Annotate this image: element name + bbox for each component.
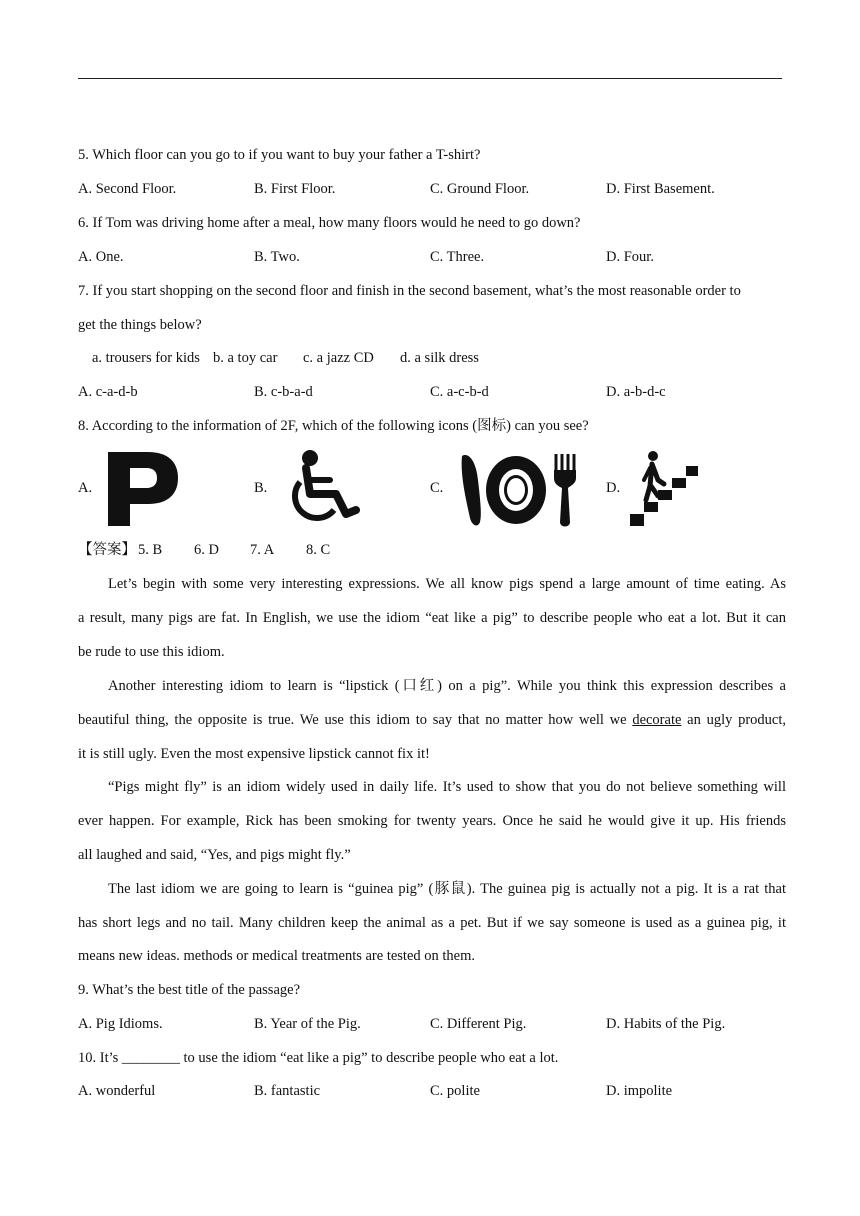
question-7-line-1: 7. If you start shopping on the second floor and finish in the second basement, what’s the most reasonable order to — [78, 283, 741, 299]
question-5: 5. Which floor can you go to if you want to buy your father a T-shirt? — [78, 147, 481, 163]
option-b: B. Two. — [254, 249, 300, 265]
item-d: d. a silk dress — [400, 350, 479, 366]
question-10-options — [78, 1081, 786, 1101]
parking-icon — [104, 450, 180, 528]
option-d-label: D. — [606, 480, 621, 496]
question-6: 6. If Tom was driving home after a meal, how many floors would he need to go down? — [78, 215, 581, 231]
question-5-options — [78, 179, 786, 199]
option-a: A. wonderful — [78, 1083, 156, 1099]
text-segment: beautiful thing, the opposite is true. We use this idiom to say that no matter how well we — [78, 712, 633, 728]
option-a: A. Second Floor. — [78, 181, 177, 197]
question-7-items — [78, 348, 786, 368]
option-b: B. c-b-a-d — [254, 384, 313, 400]
passage-p1-line-1: Let’s begin with some very interesting expressions. We all know pigs spend a large amount of time eating. As — [108, 576, 786, 592]
answer-5: 5. B — [138, 542, 163, 558]
question-9: 9. What’s the best title of the passage? — [78, 982, 301, 998]
option-a: A. Pig Idioms. — [78, 1016, 163, 1032]
option-c: C. Three. — [430, 249, 485, 265]
passage-p3-line-1: “Pigs might fly” is an idiom widely used in daily life. It’s used to show that you do not believe something will — [108, 779, 786, 795]
underlined-word: decorate — [632, 712, 682, 728]
option-d: D. Four. — [606, 249, 654, 265]
question-9-options — [78, 1014, 786, 1034]
answer-8: 8. C — [306, 542, 331, 558]
question-8: 8. According to the information of 2F, which of the following icons (图标) can you see? — [78, 418, 589, 434]
option-d: D. First Basement. — [606, 181, 715, 197]
item-a: a. trousers for kids — [92, 350, 200, 366]
item-c: c. a jazz CD — [303, 350, 374, 366]
question-7-line-2: get the things below? — [78, 317, 202, 333]
option-c-label: C. — [430, 480, 444, 496]
option-c: C. Different Pig. — [430, 1016, 527, 1032]
option-b: B. Year of the Pig. — [254, 1016, 361, 1032]
stairs-icon — [628, 450, 700, 528]
option-c: C. polite — [430, 1083, 480, 1099]
header-rule — [78, 78, 782, 79]
answer-label: 【答案】 — [78, 542, 136, 558]
passage-p1-line-3: be rude to use this idiom. — [78, 644, 225, 660]
option-b-label: B. — [254, 480, 268, 496]
answer-6: 6. D — [194, 542, 219, 558]
option-d: D. Habits of the Pig. — [606, 1016, 726, 1032]
item-b: b. a toy car — [213, 350, 278, 366]
answer-7: 7. A — [250, 542, 275, 558]
passage-p2-line-3: it is still ugly. Even the most expensive lipstick cannot fix it! — [78, 746, 430, 762]
passage-p4-line-1: The last idiom we are going to learn is “guinea pig” (豚鼠). The guinea pig is actually not a pig. It is a rat that — [108, 881, 786, 897]
question-8-options — [78, 448, 786, 530]
passage-p3-line-3: all laughed and said, “Yes, and pigs might fly.” — [78, 847, 351, 863]
option-d: D. a-b-d-c — [606, 384, 666, 400]
question-10: 10. It’s ________ to use the idiom “eat like a pig” to describe people who eat a lot. — [78, 1050, 559, 1066]
restaurant-icon — [458, 450, 578, 528]
text-segment: an ugly product, — [681, 712, 786, 728]
option-a: A. c-a-d-b — [78, 384, 138, 400]
passage-p3-line-2: ever happen. For example, Rick has been smoking for twenty years. Once he said he would give it up. His friends — [78, 813, 786, 829]
passage-p1-line-2: a result, many pigs are fat. In English, we use the idiom “eat like a pig” to describe people who eat a lot. But it can — [78, 610, 786, 626]
option-b: B. First Floor. — [254, 181, 336, 197]
passage-p2-line-1: Another interesting idiom to learn is “lipstick (口红) on a pig”. While you think this expression describes a — [108, 678, 786, 694]
option-a-label: A. — [78, 480, 93, 496]
option-a: A. One. — [78, 249, 124, 265]
answer-key — [78, 540, 786, 560]
option-b: B. fantastic — [254, 1083, 321, 1099]
question-6-options — [78, 247, 786, 267]
option-c: C. Ground Floor. — [430, 181, 530, 197]
option-c: C. a-c-b-d — [430, 384, 489, 400]
option-d: D. impolite — [606, 1083, 673, 1099]
passage-p4-line-3: means new ideas. methods or medical treatments are tested on them. — [78, 948, 476, 964]
passage-p2-line-2 — [78, 710, 786, 730]
wheelchair-icon — [280, 448, 364, 528]
question-7-options — [78, 382, 786, 402]
passage-p4-line-2: has short legs and no tail. Many children keep the animal as a pet. But if we say someone is used as a guinea pig, it — [78, 915, 786, 931]
